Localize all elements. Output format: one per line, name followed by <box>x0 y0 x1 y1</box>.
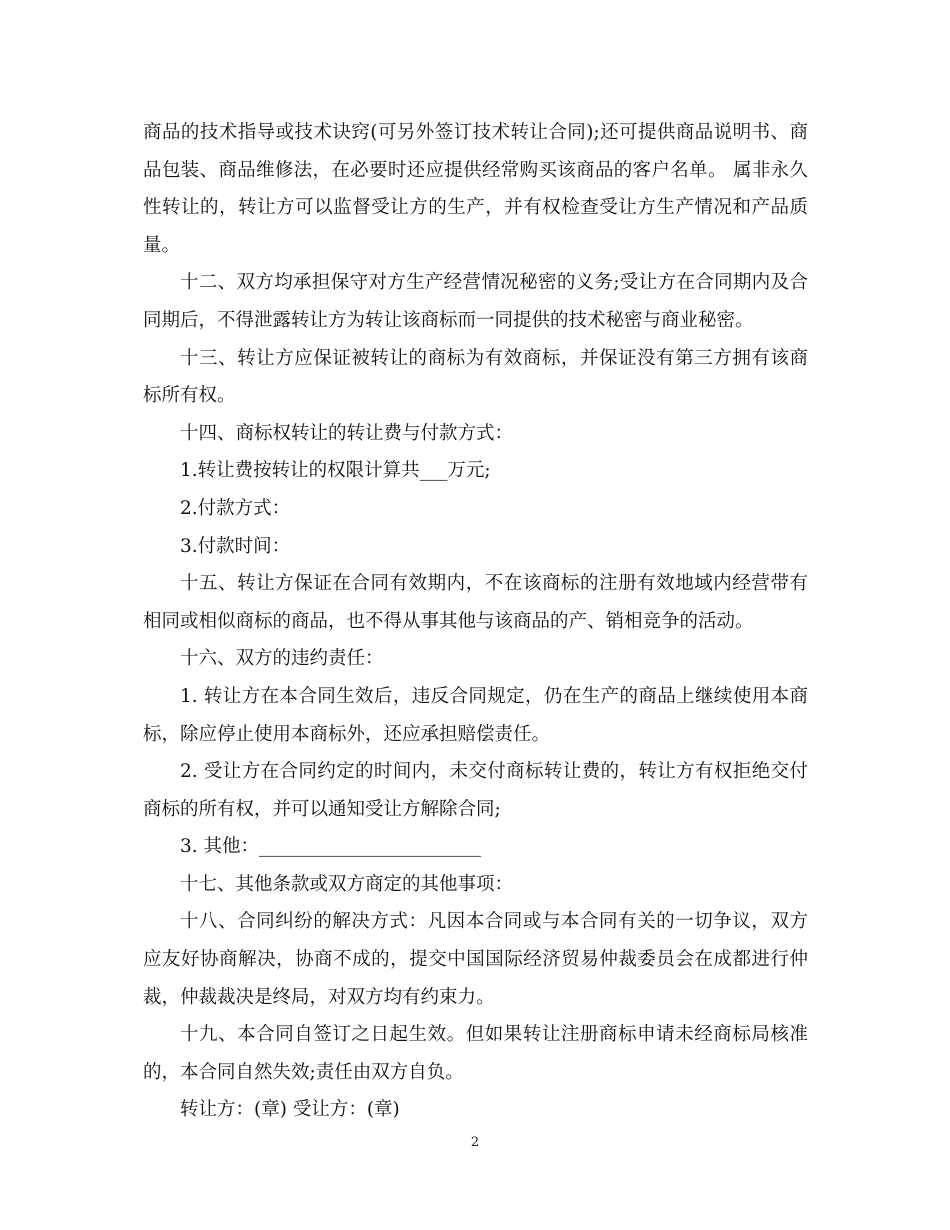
page-number: 2 <box>470 1135 480 1150</box>
clause-14-item-1: 1.转让费按转让的权限计算共___万元; <box>180 460 491 482</box>
clause-14-item-3: 3.付款时间： <box>180 535 291 557</box>
clause-15: 十五、转让方保证在合同有效期内，不在该商标的注册有效地域内经营带有相同或相似商标的商品，也不得从事其他与该商品的产、销相竞争的活动。 <box>143 573 808 632</box>
clause-16-item-2: 2. 受让方在合同约定的时间内，未交付商标转让费的，转让方有权拒绝交付商标的所有权，并可以通知受让方解除合同; <box>143 761 808 820</box>
clause-16-item-1: 1. 转让方在本合同生效后，违反合同规定，仍在生产的商品上继续使用本商标，除应停止使用本商标外，还应承担赔偿责任。 <box>143 685 808 745</box>
clause-17: 十七、其他条款或双方商定的其他事项： <box>180 873 514 895</box>
clause-19: 十九、本合同自签订之日起生效。但如果转让注册商标申请未经商标局核准的，本合同自然失效;责任由双方自负。 <box>143 1024 808 1083</box>
clause-16: 十六、双方的违约责任： <box>180 648 384 670</box>
paragraph-continued-text: 商品的技术指导或技术诀窍(可另外签订技术转让合同);还可提供商品说明书、商品包装、商品维修法，在必要时还应提供经常购买该商品的客户名单。 属非永久性转让的，转让方可以监督受让方的生产，并有权检查受让方生产情况和产品质量。 <box>143 122 808 256</box>
clause-13: 十三、转让方应保证被转让的商标为有效商标，并保证没有第三方拥有该商标所有权。 <box>143 347 808 407</box>
signature-line: 转让方：(章) 受让方：(章) <box>180 1099 400 1121</box>
clause-14: 十四、商标权转让的转让费与付款方式： <box>180 422 514 444</box>
clause-12: 十二、双方均承担保守对方生产经营情况秘密的义务;受让方在合同期内及合同期后，不得泄露转让方为转让该商标而一同提供的技术秘密与商业秘密。 <box>143 272 808 331</box>
clause-14-item-2: 2.付款方式： <box>180 497 291 519</box>
clause-18: 十八、合同纠纷的解决方式：凡因本合同或与本合同有关的一切争议，双方应友好协商解决，协商不成的，提交中国国际经济贸易仲裁委员会在成都进行仲裁，仲裁裁决是终局，对双方均有约束力。 <box>143 911 808 1008</box>
document-body <box>143 114 808 1129</box>
clause-16-item-3: 3. 其他：________________________ <box>180 836 482 858</box>
